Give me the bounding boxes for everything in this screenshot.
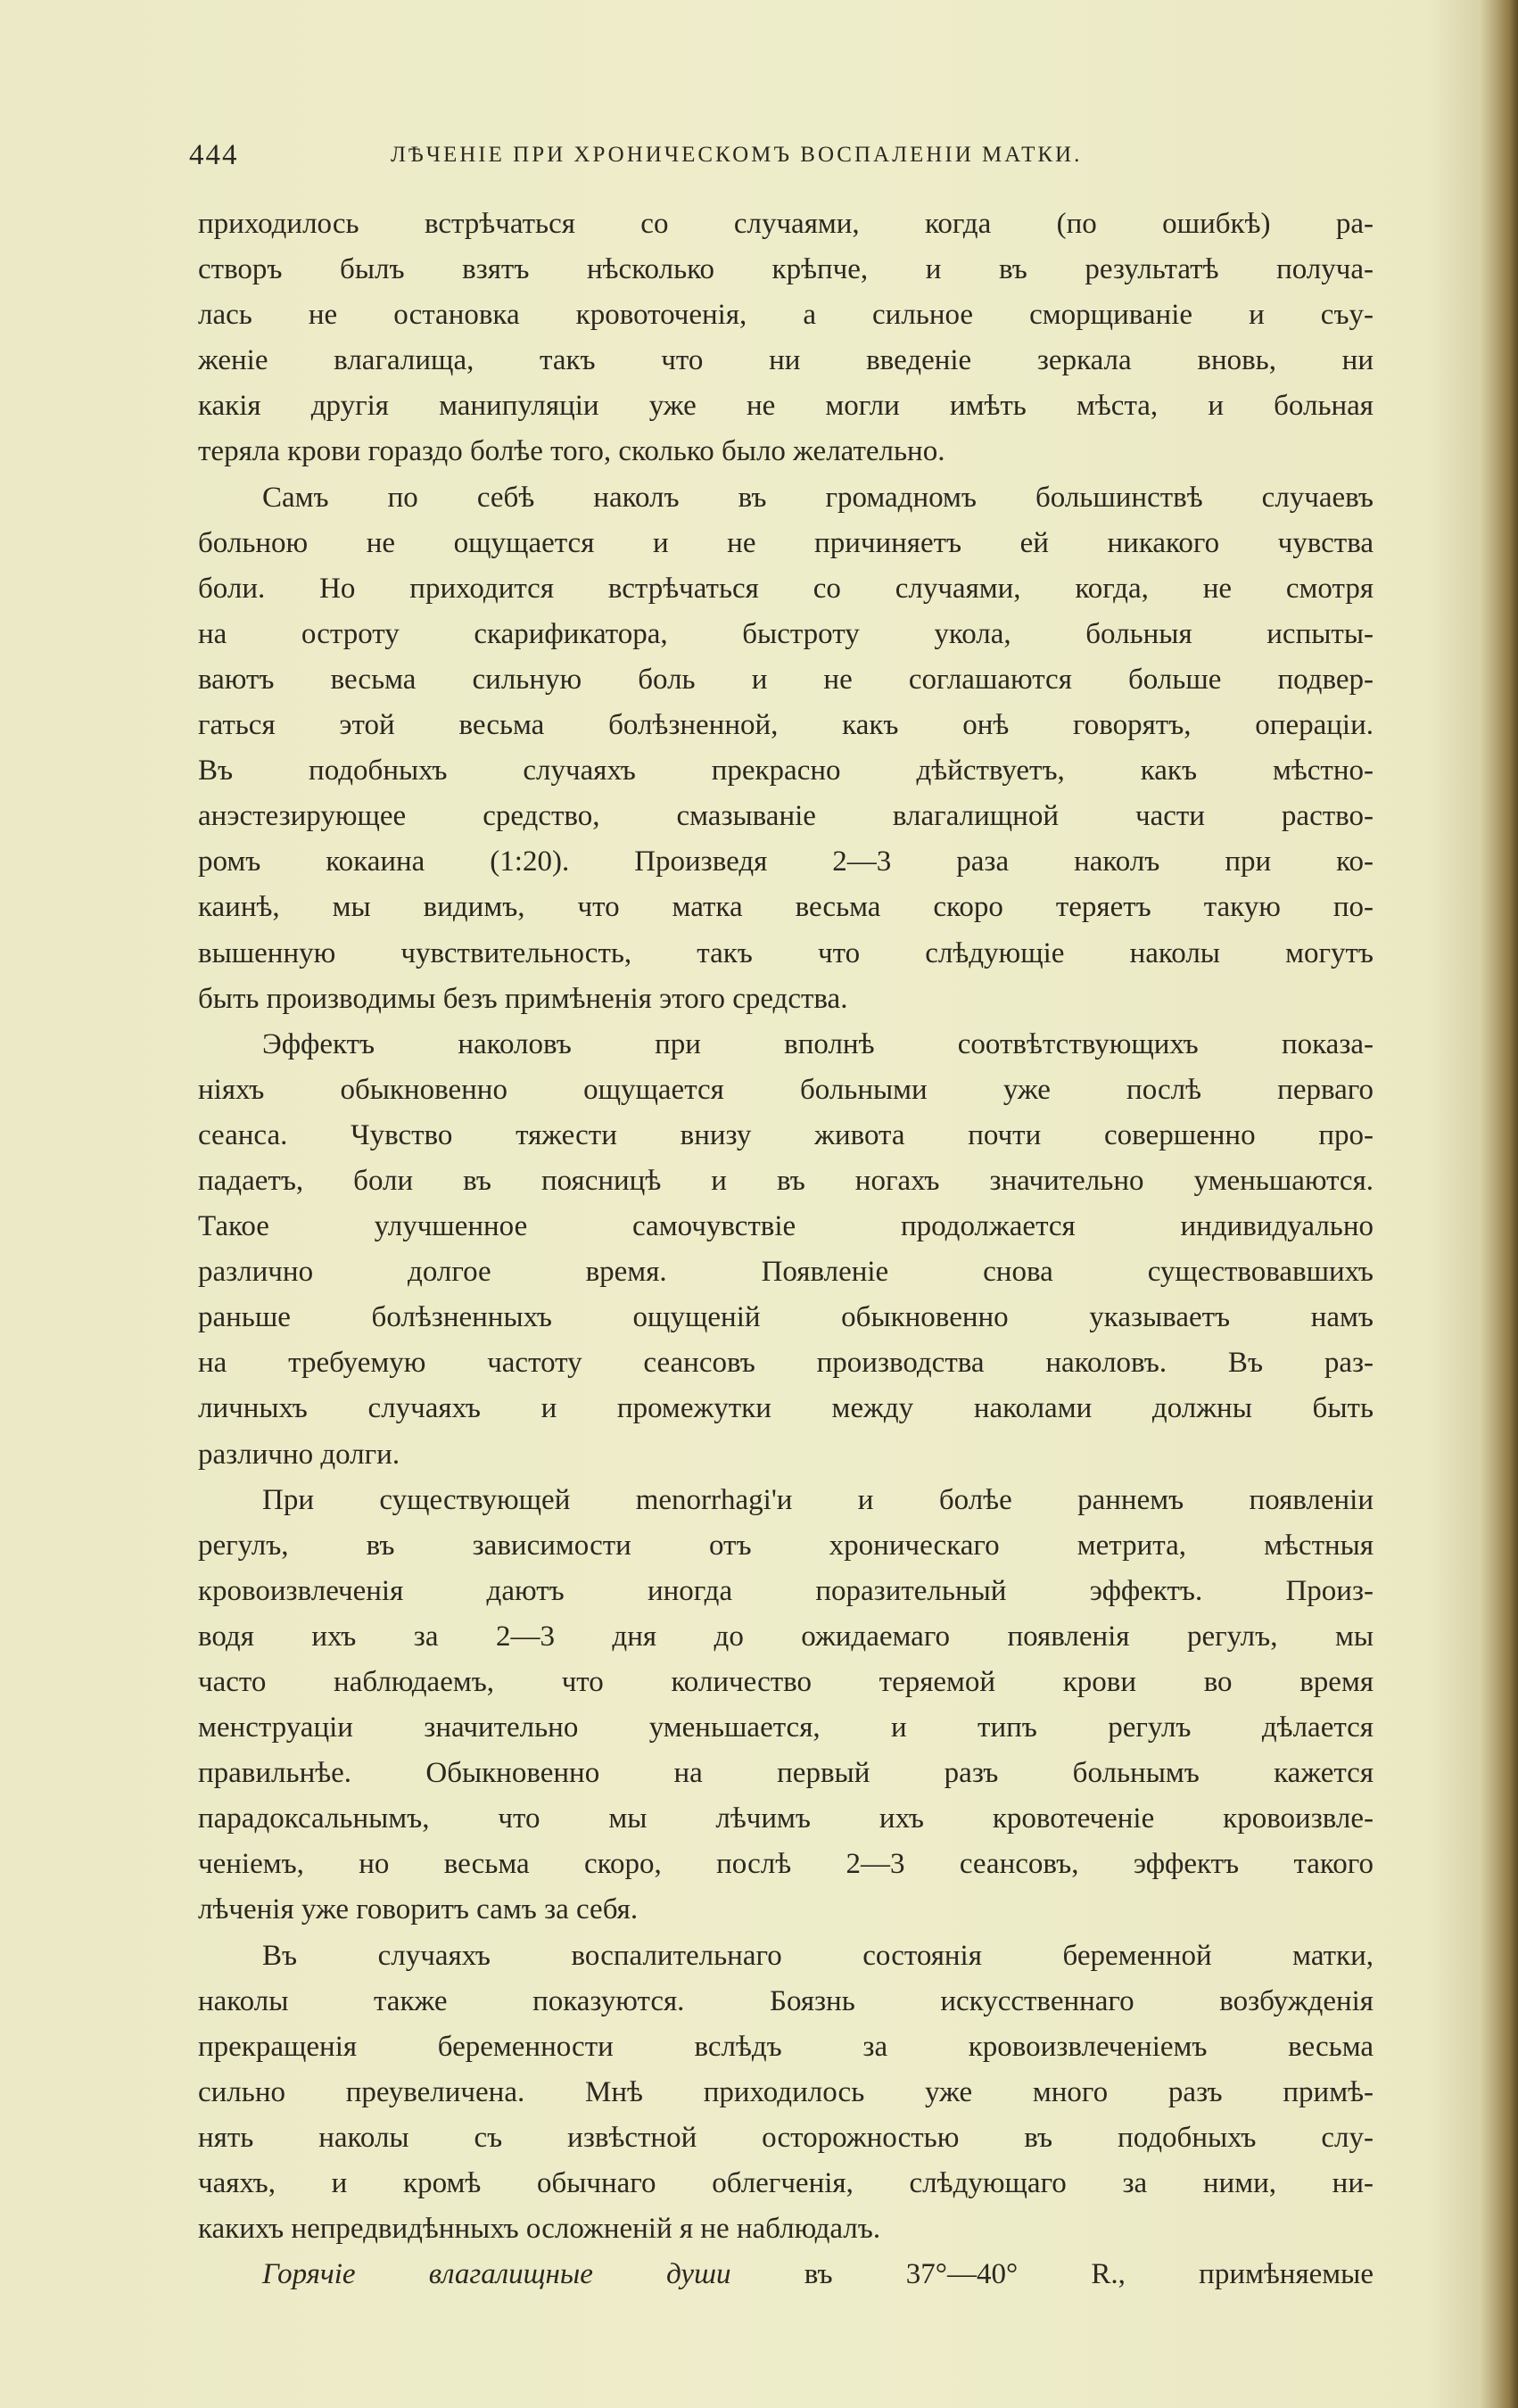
text-line: больною не ощущается и не причиняетъ ей никакого чувства	[198, 526, 1374, 559]
text-line: створъ былъ взятъ нѣсколько крѣпче, и въ результатѣ получа-	[198, 253, 1374, 286]
text-line: наколы также показуются. Боязнь искусственнаго возбужденія	[198, 1984, 1374, 2017]
text-line: парадоксальнымъ, что мы лѣчимъ ихъ кровотеченіе кровоизвле-	[198, 1802, 1374, 1835]
text-line: Самъ по себѣ наколъ въ громадномъ большинствѣ случаевъ	[262, 481, 1374, 514]
text-line: Въ подобныхъ случаяхъ прекрасно дѣйствуетъ, какъ мѣстно-	[198, 755, 1374, 788]
text-line: приходилось встрѣчаться со случаями, когда (по ошибкѣ) ра-	[198, 208, 1374, 240]
text-line: ченіемъ, но весьма скоро, послѣ 2—3 сеансовъ, эффектъ такого	[198, 1848, 1374, 1881]
text-line: лась не остановка кровоточенія, а сильное сморщиваніе и съу-	[198, 299, 1374, 332]
text-line: Такое улучшенное самочувствіе продолжается индивидуально	[198, 1210, 1374, 1243]
text-line: кровоизвлеченія даютъ иногда поразительный эффектъ. Произ-	[198, 1574, 1374, 1607]
text-line: боли. Но приходится встрѣчаться со случаями, когда, не смотря	[198, 572, 1374, 605]
text-line: личныхъ случаяхъ и промежутки между наколами должны быть	[198, 1392, 1374, 1425]
text-line: Въ случаяхъ воспалительнаго состоянія беременной матки,	[262, 1939, 1374, 1972]
page-number: 444	[189, 139, 239, 171]
text-line: регулъ, въ зависимости отъ хроническаго метрита, мѣстныя	[198, 1529, 1374, 1562]
text-line: различно долгое время. Появленіе снова существовавшихъ	[198, 1256, 1374, 1289]
text-line: нять наколы съ извѣстной осторожностью въ подобныхъ слу-	[198, 2121, 1374, 2154]
text-line: Эффектъ наколовъ при вполнѣ соотвѣтствующихъ показа-	[262, 1027, 1374, 1060]
text-line: на остроту скарификатора, быстроту укола, больныя испыты-	[198, 617, 1374, 650]
text-line: правильнѣе. Обыкновенно на первый разъ больнымъ кажется	[198, 1757, 1374, 1790]
text-line: раньше болѣзненныхъ ощущеній обыкновенно указываетъ намъ	[198, 1301, 1374, 1334]
text-line: сильно преувеличена. Мнѣ приходилось уже много разъ примѣ-	[198, 2075, 1374, 2108]
running-head	[189, 139, 1375, 175]
text-line: анэстезирующее средство, смазываніе влагалищной части раство-	[198, 800, 1374, 833]
text-line: водя ихъ за 2—3 дня до ожидаемаго появленія регулъ, мы	[198, 1620, 1374, 1653]
text-line: ніяхъ обыкновенно ощущается больными уже послѣ перваго	[198, 1073, 1374, 1106]
text-line: какихъ непредвидѣнныхъ осложненій я не наблюдалъ.	[198, 2213, 881, 2246]
text-line: чаяхъ, и кромѣ обычнаго облегченія, слѣдующаго за ними, ни-	[198, 2167, 1374, 2200]
body-text	[198, 202, 1374, 2297]
text-line: ваютъ весьма сильную боль и не соглашаются больше подвер-	[198, 663, 1374, 696]
text-line: гаться этой весьма болѣзненной, какъ онѣ говорятъ, операціи.	[198, 709, 1374, 742]
text-line: ромъ кокаина (1:20). Произведя 2—3 раза наколъ при ко-	[198, 845, 1374, 878]
text-line: лѣченія уже говоритъ самъ за себя.	[198, 1893, 639, 1926]
text-line: теряла крови гораздо болѣе того, сколько было желательно.	[198, 435, 945, 468]
text-line: При существующей menorrhagi'и и болѣе раннемъ появленіи	[262, 1483, 1374, 1516]
text-line: каинѣ, мы видимъ, что матка весьма скоро теряетъ такую по-	[198, 891, 1374, 924]
running-title: ЛѢЧЕНІЕ ПРИ ХРОНИЧЕСКОМЪ ВОСПАЛЕНІИ МАТКИ.	[391, 143, 1083, 167]
text-line: быть производимы безъ примѣненія этого средства.	[198, 982, 848, 1015]
text-line	[198, 2252, 1374, 2297]
page-edge-shadow	[1498, 0, 1518, 2408]
italic-lead: Горячіе влагалищные души	[262, 2258, 731, 2291]
text-line: менструаціи значительно уменьшается, и типъ регулъ дѣлается	[198, 1711, 1374, 1744]
text-line: женіе влагалища, такъ что ни введеніе зеркала вновь, ни	[198, 344, 1374, 377]
text-line: падаетъ, боли въ поясницѣ и въ ногахъ значительно уменьшаются.	[198, 1164, 1374, 1197]
text-line: прекращенія беременности вслѣдъ за кровоизвлеченіемъ весьма	[198, 2030, 1374, 2063]
text-line: вышенную чувствительность, такъ что слѣдующіе наколы могутъ	[198, 936, 1374, 969]
text-line: различно долги.	[198, 1438, 400, 1471]
text-line: часто наблюдаемъ, что количество теряемой крови во время	[198, 1666, 1374, 1698]
text-line: сеанса. Чувство тяжести внизу живота почти совершенно про-	[198, 1118, 1374, 1151]
text-line-rest: въ 37°—40° R., примѣняемые	[730, 2258, 1374, 2291]
text-line: какія другія манипуляціи уже не могли имѣть мѣста, и больная	[198, 390, 1374, 423]
text-line: на требуемую частоту сеансовъ производства наколовъ. Въ раз-	[198, 1347, 1374, 1380]
